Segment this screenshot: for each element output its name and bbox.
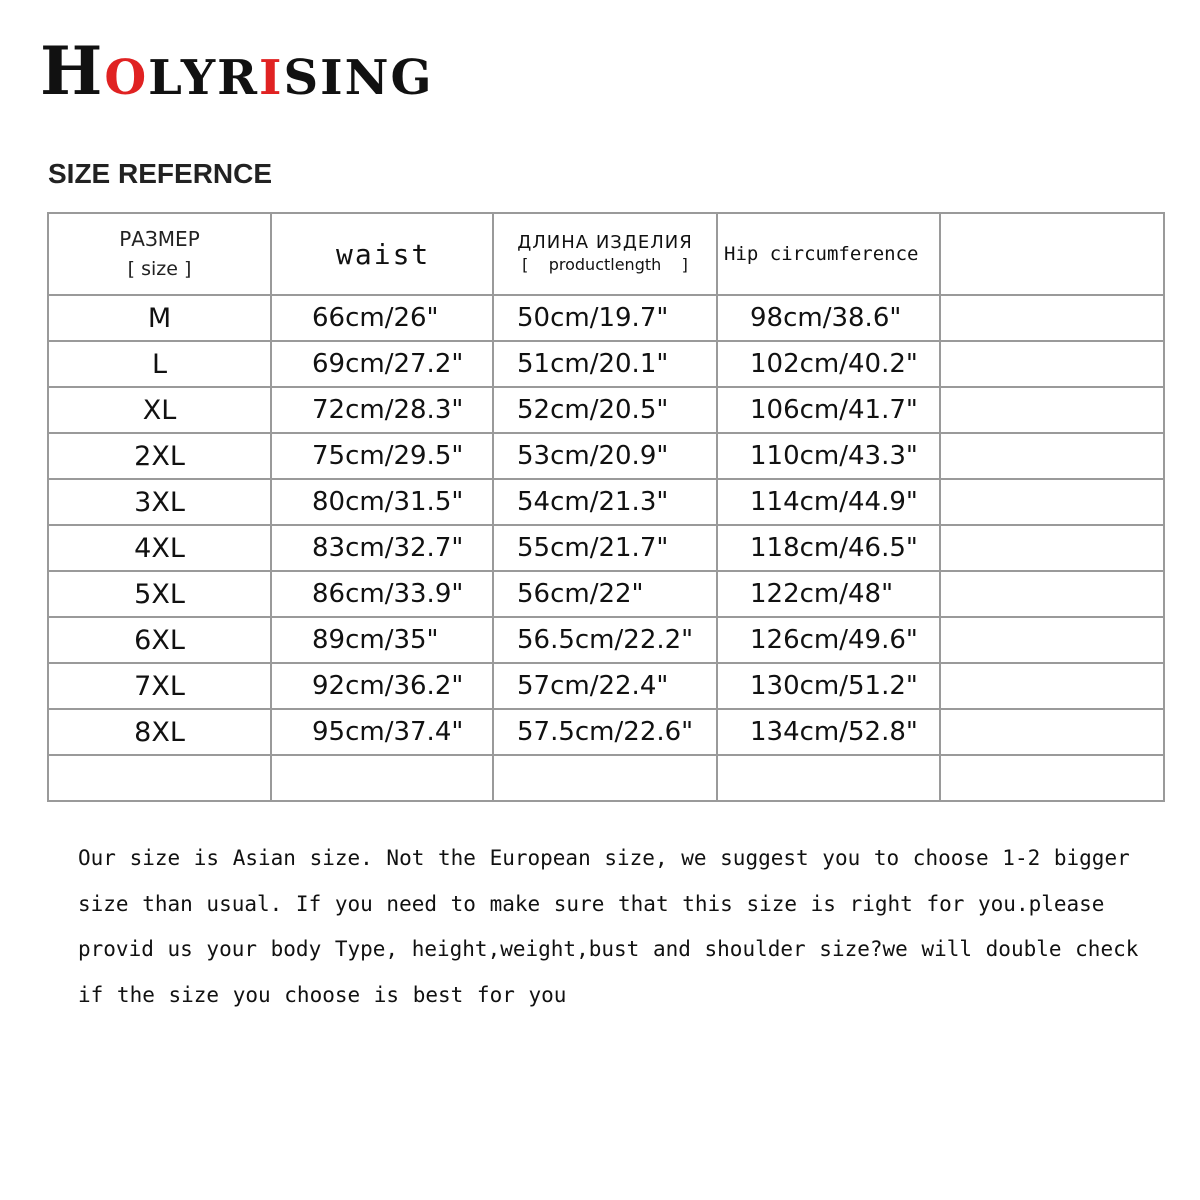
cell-extra — [940, 295, 1164, 341]
table-row — [48, 663, 1164, 709]
cell-hip: 126cm/49.6" — [717, 617, 940, 663]
cell-hip: 122cm/48" — [717, 571, 940, 617]
cell-size: 4XL — [48, 525, 271, 571]
table-row — [48, 617, 1164, 663]
cell-length: 50cm/19.7" — [493, 295, 717, 341]
cell-extra — [940, 663, 1164, 709]
note-line: if the size you choose is best for you — [78, 982, 567, 1007]
cell-extra — [940, 387, 1164, 433]
header-size — [48, 213, 271, 295]
cell-length: 53cm/20.9" — [493, 433, 717, 479]
cell-waist: 89cm/35" — [271, 617, 493, 663]
cell-length: 57cm/22.4" — [493, 663, 717, 709]
cell-length: 52cm/20.5" — [493, 387, 717, 433]
cell-extra — [940, 617, 1164, 663]
cell-extra — [940, 525, 1164, 571]
cell-extra — [940, 341, 1164, 387]
logo-part: I — [259, 50, 284, 106]
cell-size: 7XL — [48, 663, 271, 709]
header-length-ru: ДЛИНА ИЗДЕЛИЯ — [517, 232, 693, 253]
table-row — [48, 341, 1164, 387]
cell-empty — [717, 755, 940, 801]
cell-size: L — [48, 341, 271, 387]
note-line: size than usual. If you need to make sure that this size is right for you.please — [78, 891, 1105, 916]
cell-hip: 130cm/51.2" — [717, 663, 940, 709]
table-row — [48, 709, 1164, 755]
cell-empty — [940, 755, 1164, 801]
cell-waist: 69cm/27.2" — [271, 341, 493, 387]
cell-size: 3XL — [48, 479, 271, 525]
cell-empty — [493, 755, 717, 801]
table-row — [48, 295, 1164, 341]
cell-length: 51cm/20.1" — [493, 341, 717, 387]
header-length-en: [ productlength ] — [522, 255, 688, 274]
cell-waist: 92cm/36.2" — [271, 663, 493, 709]
cell-waist: 75cm/29.5" — [271, 433, 493, 479]
section-title: SIZE REFERNCE — [48, 158, 273, 189]
cell-size: 6XL — [48, 617, 271, 663]
table-row — [48, 525, 1164, 571]
cell-waist: 83cm/32.7" — [271, 525, 493, 571]
cell-extra — [940, 571, 1164, 617]
cell-size: M — [48, 295, 271, 341]
note-line: Our size is Asian size. Not the European size, we suggest you to choose 1-2 bigger — [78, 846, 1130, 870]
cell-waist: 95cm/37.4" — [271, 709, 493, 755]
cell-hip: 110cm/43.3" — [717, 433, 940, 479]
logo-part: O — [104, 50, 149, 106]
cell-waist: 72cm/28.3" — [271, 387, 493, 433]
cell-hip: 98cm/38.6" — [717, 295, 940, 341]
cell-length: 57.5cm/22.6" — [493, 709, 717, 755]
header-waist: waist — [271, 213, 493, 295]
cell-extra — [940, 433, 1164, 479]
size-note — [78, 836, 1178, 1018]
cell-length: 56cm/22" — [493, 571, 717, 617]
header-hip: Hip circumference — [717, 213, 940, 295]
cell-hip: 114cm/44.9" — [717, 479, 940, 525]
table-row — [48, 387, 1164, 433]
cell-waist: 80cm/31.5" — [271, 479, 493, 525]
cell-hip: 118cm/46.5" — [717, 525, 940, 571]
cell-empty — [271, 755, 493, 801]
cell-size: 2XL — [48, 433, 271, 479]
logo-part: H — [40, 32, 105, 110]
table-row-empty — [48, 755, 1164, 801]
table-header-row — [48, 213, 1164, 295]
cell-size: 5XL — [48, 571, 271, 617]
header-size-en: [ size ] — [127, 258, 192, 280]
size-table — [47, 212, 1165, 802]
note-line: provid us your body Type, height,weight,bust and shoulder size?we will double check — [78, 937, 1139, 961]
cell-size: XL — [48, 387, 271, 433]
header-extra — [940, 213, 1164, 295]
cell-length: 56.5cm/22.2" — [493, 617, 717, 663]
cell-extra — [940, 479, 1164, 525]
logo-part: SING — [283, 50, 434, 106]
cell-extra — [940, 709, 1164, 755]
cell-waist: 86cm/33.9" — [271, 571, 493, 617]
logo-part: LYR — [148, 50, 260, 106]
cell-length: 54cm/21.3" — [493, 479, 717, 525]
cell-hip: 134cm/52.8" — [717, 709, 940, 755]
table-row — [48, 571, 1164, 617]
brand-logo — [40, 32, 434, 110]
cell-size: 8XL — [48, 709, 271, 755]
header-length — [493, 213, 717, 295]
table-row — [48, 479, 1164, 525]
cell-hip: 106cm/41.7" — [717, 387, 940, 433]
cell-length: 55cm/21.7" — [493, 525, 717, 571]
cell-empty — [48, 755, 271, 801]
table-row — [48, 433, 1164, 479]
header-size-ru: РАЗМЕР — [119, 227, 200, 251]
cell-hip: 102cm/40.2" — [717, 341, 940, 387]
table-body — [48, 295, 1164, 801]
cell-waist: 66cm/26" — [271, 295, 493, 341]
